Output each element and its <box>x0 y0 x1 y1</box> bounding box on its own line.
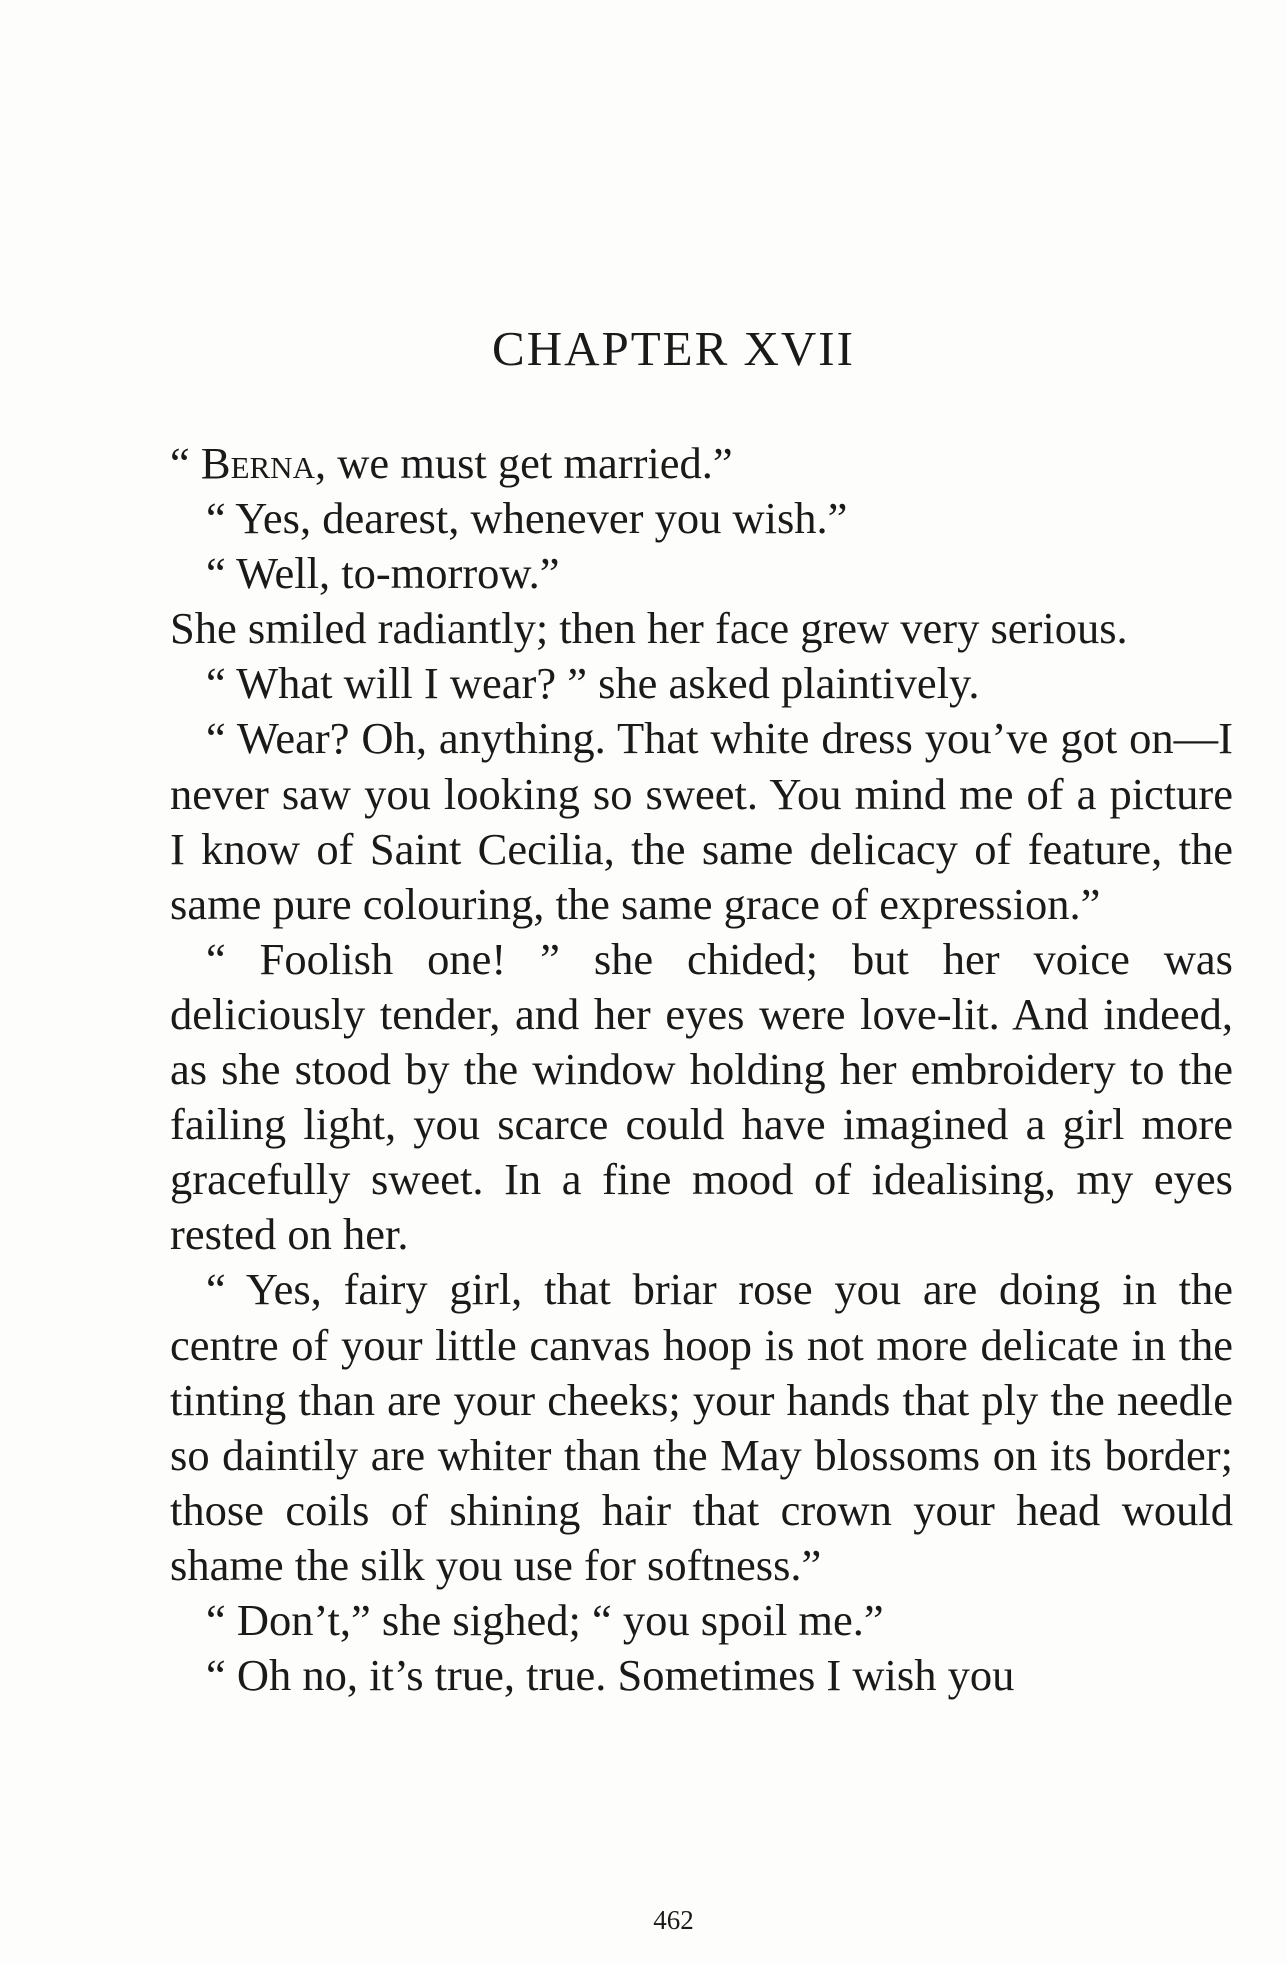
paragraph: “ Yes, fairy girl, that briar rose you are doing in the centre of your little canvas hoop is not more delicate in the tinting than are your cheeks; your hands that ply the needle so daintily are whiter than the May blossoms on its border; those coils of shining hair that crown your head would shame the silk you use for softness.” <box>170 1264 1233 1590</box>
paragraph: “ What will I wear? ” she asked plaintively. <box>206 658 980 709</box>
opening-word: Berna <box>200 438 315 488</box>
page-number: 462 <box>653 1905 694 1935</box>
paragraph: “ Yes, dearest, whenever you wish.” <box>206 493 848 544</box>
paragraph: “ Well, to-morrow.” <box>206 548 560 599</box>
chapter-title: CHAPTER XVII <box>492 321 855 376</box>
paragraph: She smiled radiantly; then her face grew very serious. <box>170 603 1128 654</box>
chapter-text <box>170 436 1233 1703</box>
paragraph <box>170 436 1233 491</box>
paragraph: “ Oh no, it’s true, true. Sometimes I wish you <box>206 1650 1015 1701</box>
paragraph: “ Foolish one! ” she chided; but her voice was deliciously tender, and her eyes were love-lit. And indeed, as she stood by the window holding her embroidery to the failing light, you scarce could have imagined a girl more gracefully sweet. In a fine mood of idealising, my eyes rested on her. <box>170 933 1233 1260</box>
paragraph: “ Wear? Oh, anything. That white dress you’ve got on—I never saw you looking so sweet. You mind me of a picture I know of Saint Cecilia, the same delicacy of feature, the same pure colouring, the same grace of expression.” <box>170 713 1233 929</box>
opening-quote: “ <box>170 438 201 488</box>
paragraph-text: , we must get married.” <box>314 438 733 488</box>
paragraph: “ Don’t,” she sighed; “ you spoil me.” <box>206 1594 884 1645</box>
